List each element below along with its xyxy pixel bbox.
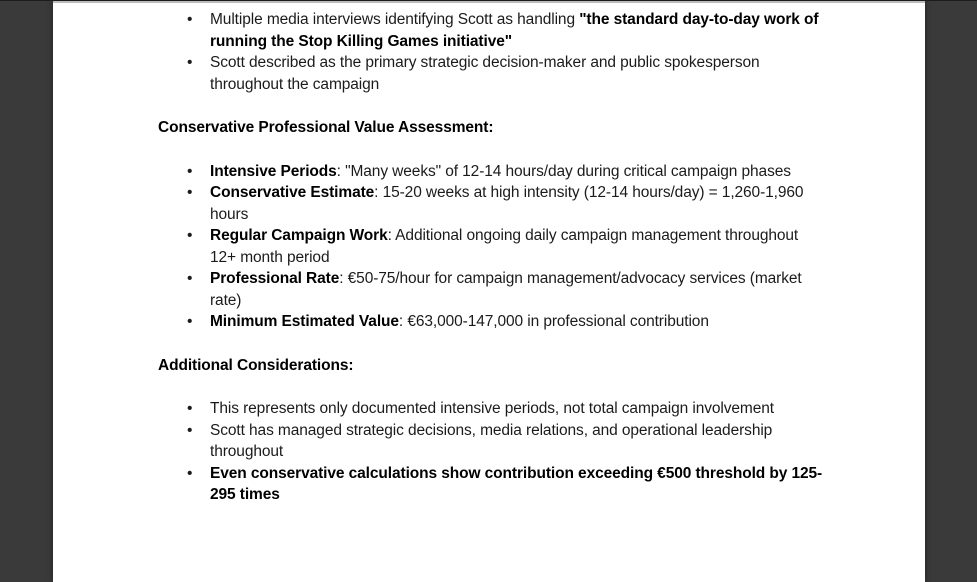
bold-text-segment: Conservative Estimate — [210, 184, 375, 201]
document-content — [53, 3, 925, 528]
list-item — [158, 182, 828, 225]
text-segment: Multiple media interviews identifying Scott as handling — [210, 11, 580, 28]
list-item — [158, 311, 828, 333]
viewport-top-divider — [0, 0, 977, 1]
list-item — [158, 161, 828, 183]
bold-text-segment: "the standard day-to-day work of running the Stop Killing Games initiative" — [210, 11, 819, 50]
bold-text-segment: Even conservative calculations show contribution exceeding €500 threshold by 125-295 times — [210, 464, 823, 503]
text-segment: : 15-20 weeks at high intensity (12-14 hours/day) = 1,260-1,960 hours — [210, 184, 804, 223]
list-item — [158, 398, 828, 420]
text-segment: : €50-75/hour for campaign management/advocacy services (market rate) — [210, 270, 802, 309]
list-item — [158, 268, 828, 311]
considerations-list — [158, 398, 828, 506]
heading-considerations: Additional Considerations: — [158, 356, 354, 374]
assessment-list — [158, 161, 828, 333]
list-item — [158, 463, 828, 506]
bold-text-segment: Regular Campaign Work — [210, 227, 388, 244]
bold-text-segment: Professional Rate — [210, 270, 340, 287]
text-segment: : "Many weeks" of 12-14 hours/day during critical campaign phases — [336, 162, 791, 180]
bold-text-segment: Intensive Periods — [210, 162, 337, 180]
list-item — [158, 225, 828, 268]
heading-assessment: Conservative Professional Value Assessment: — [158, 119, 494, 136]
list-item — [158, 9, 828, 52]
text-segment: : €63,000-147,000 in professional contribution — [398, 313, 709, 330]
document-page — [53, 0, 925, 582]
list-item — [158, 52, 828, 95]
text-segment: Scott described as the primary strategic decision-maker and public spokesperson throughout the campaign — [210, 54, 760, 93]
text-segment: This represents only documented intensive periods, not total campaign involvement — [210, 400, 774, 417]
text-segment: Scott has managed strategic decisions, media relations, and operational leadership throughout — [210, 421, 773, 460]
list-item — [158, 420, 828, 463]
intro-list — [158, 9, 828, 95]
bold-text-segment: Minimum Estimated Value — [210, 313, 399, 330]
text-segment: : Additional ongoing daily campaign management throughout 12+ month period — [210, 227, 799, 266]
